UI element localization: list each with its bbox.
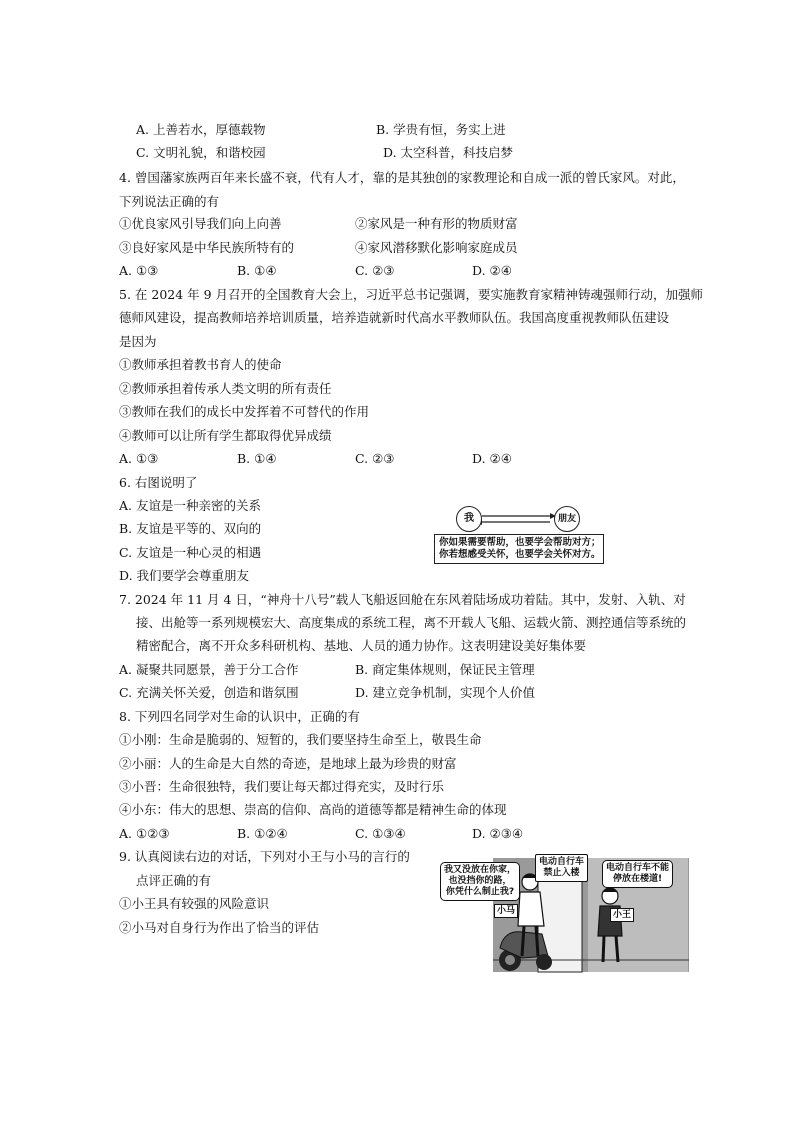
q4-statement-3: ③良好家风是中华民族所特有的 [119, 240, 295, 255]
q8-statement-3: ③小晋：生命很独特，我们要让每天都过得充实，及时行乐 [119, 779, 445, 794]
q6-option-c: C. 友谊是一种心灵的相遇 [119, 545, 262, 560]
q7-option-a: A. 凝聚共同愿景，善于分工合作 [119, 662, 299, 677]
q4-stem-line1: 4. 曾国藩家族两百年来长盛不衰，代有人才，靠的是其独创的家教理论和自成一派的曾氏家风。对此， [119, 170, 685, 185]
me-node: 我 [456, 506, 482, 532]
q8-statement-2: ②小丽：人的生命是大自然的奇迹，是地球上最为珍贵的财富 [119, 756, 457, 771]
bubble-ma-line2: 也没挡你的路， [448, 876, 512, 886]
q7-option-d: D. 建立竞争机制，实现个人价值 [355, 685, 536, 700]
q4-stem-line2: 下列说法正确的有 [119, 194, 220, 209]
q6-option-d: D. 我们要学会尊重朋友 [119, 568, 250, 583]
speech-bubble-xiaoma [440, 862, 520, 901]
friend-node: 朋友 [554, 506, 580, 532]
friendship-text-line2: 你若想感受关怀，也要学会关怀对方。 [439, 549, 601, 560]
q5-option-b: B. ①④ [237, 451, 277, 466]
q8-stem: 8. 下列四名同学对生命的认识中，正确的有 [119, 709, 360, 724]
q4-option-d: D. ②④ [472, 263, 512, 278]
q5-option-a: A. ①③ [119, 451, 159, 466]
ebike-cartoon [438, 852, 690, 974]
q6-stem: 6. 右图说明了 [119, 475, 198, 490]
q5-statement-4: ④教师可以让所有学生都取得优异成绩 [119, 428, 332, 443]
q5-option-d: D. ②④ [472, 451, 512, 466]
q5-option-c: C. ②③ [355, 451, 395, 466]
q8-statement-1: ①小刚：生命是脆弱的、短暂的，我们要坚持生命至上，敬畏生命 [119, 732, 482, 747]
q7-option-b: B. 商定集体规则，保证民主管理 [355, 662, 535, 677]
bubble-ma-line3: 你凭什么制止我? [445, 887, 515, 897]
q8-option-a: A. ①②③ [119, 826, 170, 841]
q6-option-a: A. 友谊是一种亲密的关系 [119, 498, 261, 513]
friendship-diagram [434, 506, 604, 564]
q4-option-c: C. ②③ [355, 263, 395, 278]
bubble-ma-line1: 我又没放在你家， [444, 865, 517, 875]
q7-stem-line3: 精密配合，离不开众多科研机构、基地、人员的通力协作。这表明建设美好集体要 [136, 638, 587, 653]
q9-statement-1: ①小王具有较强的风险意识 [119, 896, 270, 911]
q6-option-b: B. 友谊是平等的、双向的 [119, 521, 262, 536]
q7-stem-line1: 7. 2024 年 11 月 4 日，“神舟十八号”载人飞船返回舱在东风着陆场成功着陆。其中，发射、入轨、对 [119, 592, 686, 607]
q3-option-c: C. 文明礼貌，和谐校园 [136, 145, 266, 160]
q7-option-c: C. 充满关怀关爱，创造和谐氛围 [119, 685, 299, 700]
q5-statement-1: ①教师承担着教书育人的使命 [119, 357, 282, 372]
q3-option-a: A. 上善若水，厚德载物 [136, 122, 266, 137]
sign-line2: 禁止入楼 [543, 868, 580, 878]
speech-bubble-xiaowang [602, 860, 673, 888]
q3-option-d: D. 太空科普，科技启梦 [383, 145, 514, 160]
q4-option-a: A. ①③ [119, 263, 159, 278]
bubble-wang-line2: 停放在楼道! [612, 874, 663, 884]
q8-option-d: D. ②③④ [472, 826, 524, 841]
no-ebike-sign [535, 854, 588, 882]
q7-stem-line2: 接、出舱等一系列规模宏大、高度集成的系统工程，离不开载人飞船、运载火箭、测控通信等系统的 [136, 615, 687, 630]
q9-stem-line1: 9. 认真阅读右边的对话，下列对小王与小马的言行的 [119, 849, 410, 864]
label-xiaoma: 小马 [494, 904, 518, 918]
q8-option-b: B. ①②④ [237, 826, 288, 841]
q5-statement-3: ③教师在我们的成长中发挥着不可替代的作用 [119, 404, 370, 419]
q5-stem-line3: 是因为 [119, 334, 157, 349]
q4-statement-2: ②家风是一种有形的物质财富 [355, 216, 518, 231]
q4-statement-4: ④家风潜移默化影响家庭成员 [355, 240, 518, 255]
q5-stem-line2: 德师风建设，提高教师培养培训质量，培养造就新时代高水平教师队伍。我国高度重视教师队伍建设 [119, 310, 670, 325]
label-xiaowang: 小王 [610, 908, 634, 922]
q3-option-b: B. 学贵有恒，务实上进 [376, 122, 506, 137]
q5-stem-line1: 5. 在 2024 年 9 月召开的全国教育大会上，习近平总书记强调，要实施教育家精神铸魂强师行动，加强师 [119, 287, 704, 302]
q9-stem-line2: 点评正确的有 [136, 873, 212, 888]
q4-statement-1: ①优良家风引导我们向上向善 [119, 216, 282, 231]
q5-statement-2: ②教师承担着传承人类文明的所有责任 [119, 381, 332, 396]
friendship-text-line1: 你如果需要帮助，也要学会帮助对方； [439, 537, 601, 548]
q8-option-c: C. ①③④ [355, 826, 406, 841]
q8-statement-4: ④小东：伟大的思想、崇高的信仰、高尚的道德等都是精神生命的体现 [119, 802, 507, 817]
friendship-text-box [434, 534, 604, 564]
sign-line1: 电动自行车 [539, 857, 585, 867]
q9-statement-2: ②小马对自身行为作出了恰当的评估 [119, 920, 320, 935]
q4-option-b: B. ①④ [237, 263, 277, 278]
bubble-wang-line1: 电动自行车不能 [606, 863, 670, 873]
